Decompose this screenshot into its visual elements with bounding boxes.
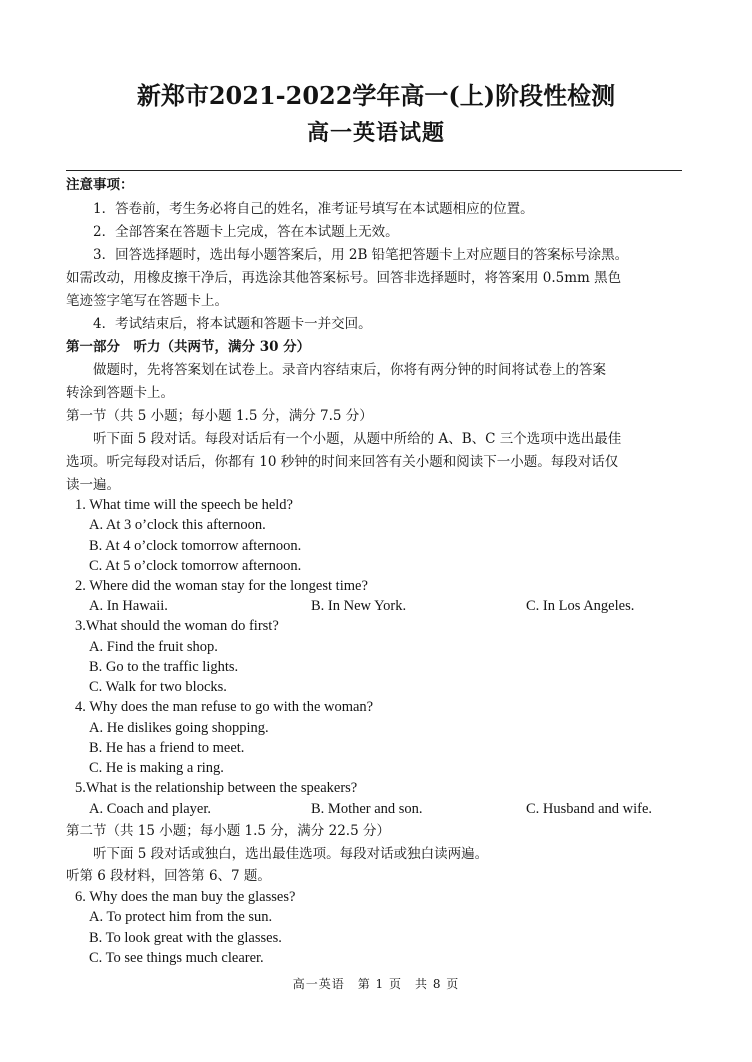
option: A. Find the fruit shop. bbox=[89, 639, 218, 655]
notice-item: 如需改动，用橡皮擦干净后，再选涂其他答案标号。回答非选择题时，将答案用 0.5mm 黑色 bbox=[66, 270, 622, 286]
question: 4. Why does the man refuse to go with the woman? bbox=[75, 699, 374, 715]
section2-material: 听第 6 段材料，回答第 6、7 题。 bbox=[66, 868, 271, 884]
option: C. In Los Angeles. bbox=[526, 598, 635, 614]
option: C. Husband and wife. bbox=[526, 801, 653, 817]
option: B. He has a friend to meet. bbox=[89, 740, 245, 756]
section1-heading: 第一节（共 5 小题；每小题 1.5 分，满分 7.5 分） bbox=[66, 408, 373, 424]
notice-item: 笔迹签字笔写在答题卡上。 bbox=[66, 293, 228, 309]
exam-title: 新郑市2021-2022学年高一(上)阶段性检测 bbox=[136, 81, 616, 110]
notice-item: 4．考试结束后，将本试题和答题卡一并交回。 bbox=[93, 316, 372, 332]
option: B. At 4 o’clock tomorrow afternoon. bbox=[89, 538, 302, 554]
option: A. To protect him from the sun. bbox=[89, 909, 273, 925]
option: C. Walk for two blocks. bbox=[89, 679, 227, 695]
option: C. At 5 o’clock tomorrow afternoon. bbox=[89, 558, 302, 574]
section2-intro: 听下面 5 段对话或独白，选出最佳选项。每段对话或独白读两遍。 bbox=[93, 846, 489, 862]
part1-intro: 转涂到答题卡上。 bbox=[66, 385, 174, 401]
option: B. In New York. bbox=[311, 598, 407, 614]
notice-item: 2．全部答案在答题卡上完成，答在本试题上无效。 bbox=[93, 224, 399, 240]
section1-intro: 读一遍。 bbox=[66, 477, 120, 493]
option: C. He is making a ring. bbox=[89, 760, 224, 776]
option: A. In Hawaii. bbox=[89, 598, 168, 614]
section1-intro: 选项。听完每段对话后，你都有 10 秒钟的时间来回答有关小题和阅读下一小题。每段对话仅 bbox=[66, 454, 619, 470]
page-footer: 高一英语 第 1 页 共 8 页 bbox=[292, 977, 460, 991]
exam-subtitle: 高一英语试题 bbox=[306, 120, 445, 146]
notice-item: 1．答卷前，考生务必将自己的姓名，准考证号填写在本试题相应的位置。 bbox=[93, 201, 534, 217]
option: C. To see things much clearer. bbox=[89, 950, 264, 966]
part1-heading: 第一部分 听力（共两节，满分 30 分） bbox=[66, 339, 311, 355]
question: 1. What time will the speech be held? bbox=[75, 497, 293, 513]
option: A. At 3 o’clock this afternoon. bbox=[89, 517, 266, 533]
question: 2. Where did the woman stay for the longest time? bbox=[75, 578, 368, 594]
option: B. Go to the traffic lights. bbox=[89, 659, 239, 675]
section1-intro: 听下面 5 段对话。每段对话后有一个小题，从题中所给的 A、B、C 三个选项中选出最佳 bbox=[93, 431, 622, 447]
header-divider bbox=[66, 170, 682, 171]
section2-heading: 第二节（共 15 小题；每小题 1.5 分，满分 22.5 分） bbox=[66, 823, 390, 839]
question: 6. Why does the man buy the glasses? bbox=[75, 889, 296, 905]
option: A. Coach and player. bbox=[89, 801, 212, 817]
question: 5.What is the relationship between the speakers? bbox=[75, 780, 358, 796]
part1-intro: 做题时，先将答案划在试卷上。录音内容结束后，你将有两分钟的时间将试卷上的答案 bbox=[93, 362, 606, 378]
option: B. To look great with the glasses. bbox=[89, 930, 282, 946]
notice-item: 3．回答选择题时，选出每小题答案后，用 2B 铅笔把答题卡上对应题目的答案标号涂黑。 bbox=[93, 247, 629, 263]
question: 3.What should the woman do first? bbox=[75, 618, 279, 634]
notice-heading: 注意事项： bbox=[66, 177, 134, 193]
option: A. He dislikes going shopping. bbox=[89, 720, 269, 736]
option: B. Mother and son. bbox=[311, 801, 423, 817]
